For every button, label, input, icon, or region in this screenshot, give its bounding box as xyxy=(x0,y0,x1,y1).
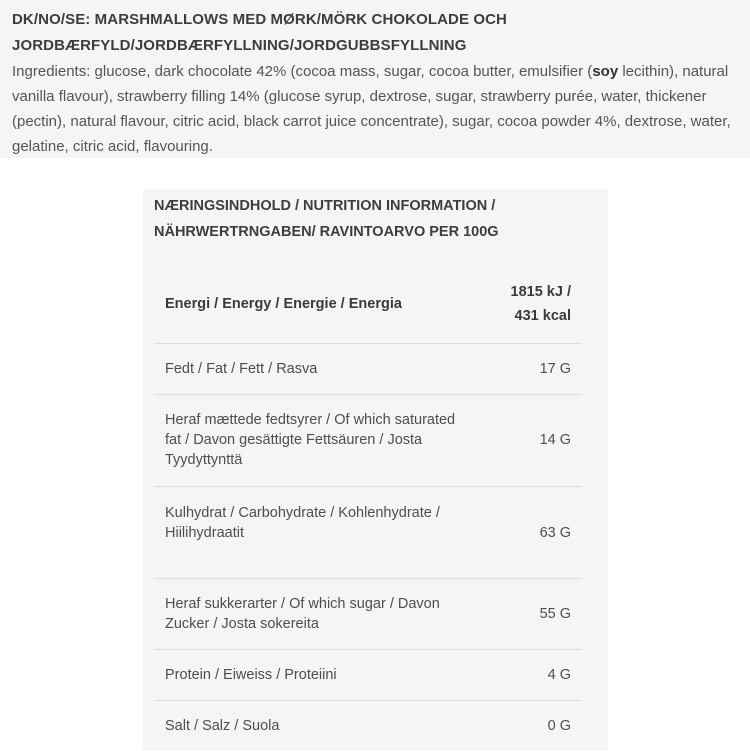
energy-kcal: 431 kcal xyxy=(514,307,571,324)
table-row-protein xyxy=(154,649,582,700)
nutrition-title-line-1: NÆRINGSINDHOLD / NUTRITION INFORMATION / xyxy=(154,198,496,214)
allergen-soy: soy xyxy=(592,63,619,80)
row-label xyxy=(154,486,470,578)
nutrition-table xyxy=(154,265,582,751)
table-row-energy xyxy=(154,265,582,343)
row-label: Heraf sukkerarter / Of which sugar / Davon Zucker / Josta sokereita xyxy=(154,578,470,649)
ingredients-part-1: Ingredients: glucose, dark chocolate 42% (cocoa mass, sugar, cocoa butter, emulsifier ( xyxy=(12,63,593,80)
row-value: 55 G xyxy=(470,578,582,649)
product-title-line-1: DK/NO/SE: MARSHMALLOWS MED MØRK/MÖRK CHOKOLADE OCH xyxy=(12,11,507,28)
product-info-section xyxy=(0,0,750,158)
nutrition-panel xyxy=(143,189,608,750)
table-row-carbohydrate xyxy=(154,486,582,578)
table-row-salt xyxy=(154,700,582,751)
product-title xyxy=(12,7,738,59)
row-value: 14 G xyxy=(470,394,582,486)
row-value: 4 G xyxy=(470,649,582,700)
ingredients-part-2: lecithin), natural vanilla flavour), strawberry filling 14% (glucose syrup, dextrose, sugar, strawberry purée, water, thickener (pectin), natural flavour, citric acid, black carrot juice concentrate), sugar, cocoa powder 4%, dextrose, water, gelatine, citric acid, flavouring. xyxy=(12,63,731,155)
row-value: 17 G xyxy=(470,343,582,394)
ingredients-text xyxy=(12,59,738,159)
table-row-saturated-fat xyxy=(154,394,582,486)
row-label: Energi / Energy / Energie / Energia xyxy=(154,265,470,343)
energy-kj: 1815 kJ / xyxy=(510,283,571,300)
row-label: Salt / Salz / Suola xyxy=(165,717,280,734)
product-title-line-2: JORDBÆRFYLD/JORDBÆRFYLLNING/JORDGUBBSFYLLNING xyxy=(12,37,467,54)
row-label: Heraf mættede fedtsyrer / Of which saturated fat / Davon gesättigte Fettsäuren / Josta Tyydyttynttä xyxy=(154,394,470,486)
row-value xyxy=(470,265,582,343)
row-label: Protein / Eiweiss / Proteiini xyxy=(154,649,470,700)
table-row-fat xyxy=(154,343,582,394)
row-label: Fedt / Fat / Fett / Rasva xyxy=(154,343,470,394)
row-value: 0 G xyxy=(547,717,571,734)
row-value: 63 G xyxy=(470,486,582,578)
table-row-sugar xyxy=(154,578,582,649)
nutrition-title xyxy=(154,193,596,245)
nutrition-title-line-2: NÄHRWERTRNGABEN/ RAVINTOARVO PER 100G xyxy=(154,224,499,240)
carbohydrate-label: Kulhydrat / Carbohydrate / Kohlenhydrate / Hiilihydraatit xyxy=(165,504,440,541)
